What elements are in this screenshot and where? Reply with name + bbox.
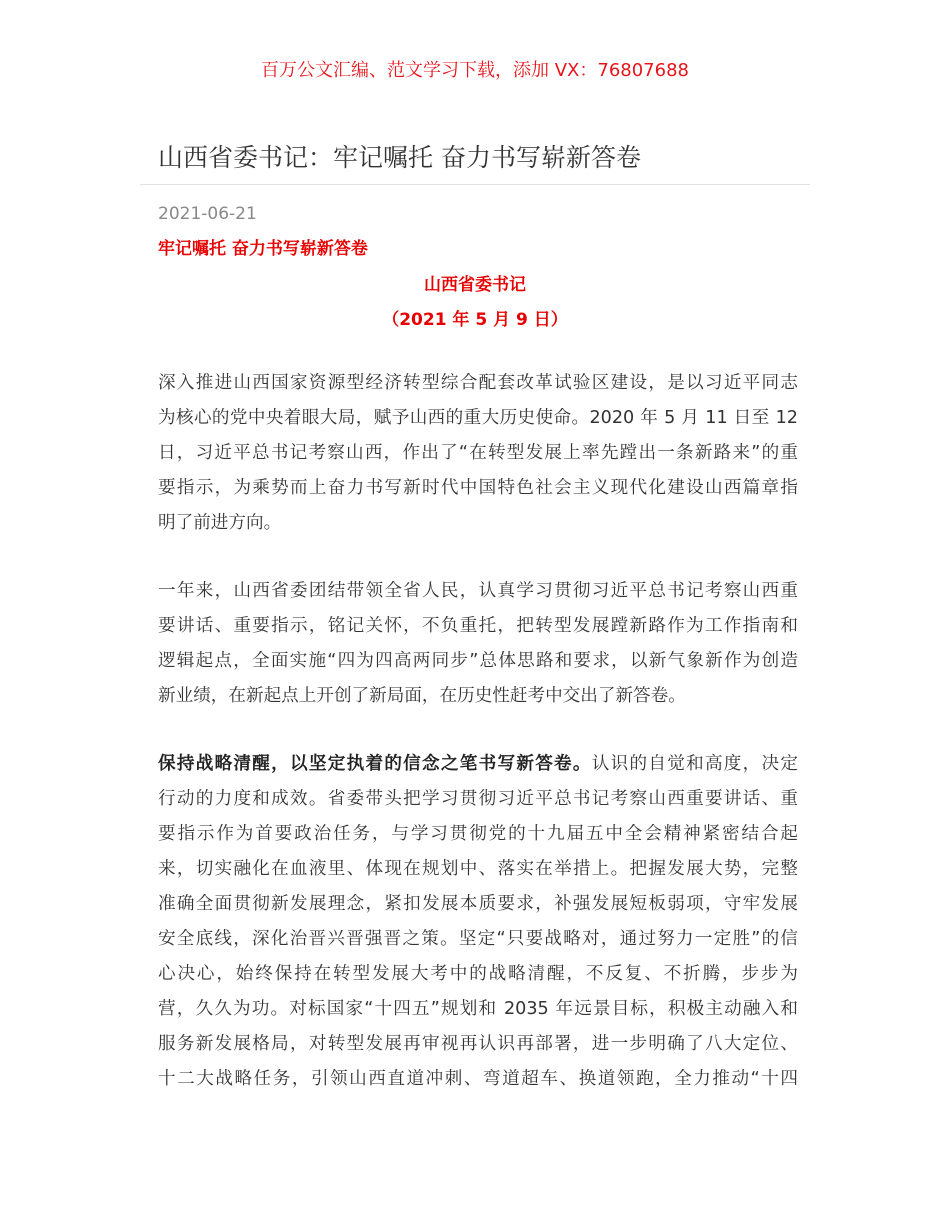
article-subheading: 牢记嘱托 奋力书写崭新答卷 xyxy=(158,239,368,259)
text-line: 行动的力度和成效。省委带头把学习贯彻习近平总书记考察山西重要讲话、重 xyxy=(158,789,798,809)
text-line: 一年来，山西省委团结带领全省人民，认真学习贯彻习近平总书记考察山西重 xyxy=(158,581,798,601)
text-line: 逻辑起点，全面实施“四为四高两同步”总体思路和要求，以新气象新作为创造 xyxy=(158,651,798,671)
text-line: 十二大战略任务，引领山西直道冲刺、弯道超车、换道领跑，全力推动“十四 xyxy=(158,1069,798,1089)
text-line: 明了前进方向。 xyxy=(158,513,282,533)
lead-rest: 认识的自觉和高度，决定 xyxy=(591,754,798,774)
paragraph-1 xyxy=(158,366,798,541)
text-line: 营，久久为功。对标国家“十四五”规划和 2035 年远景目标，积极主动融入和 xyxy=(158,999,798,1019)
text-line: 安全底线，深化治晋兴晋强晋之策。坚定“只要战略对，通过努力一定胜”的信 xyxy=(158,929,798,949)
text-line: 来，切实融化在血液里、体现在规划中、落实在举措上。把握发展大势，完整 xyxy=(158,859,798,879)
bold-lead: 保持战略清醒，以坚定执着的信念之笔书写新答卷。 xyxy=(158,754,592,774)
author-date: （2021 年 5 月 9 日） xyxy=(382,310,568,330)
text-line: 新业绩，在新起点上开创了新局面，在历史性赶考中交出了新答卷。 xyxy=(158,686,686,706)
text-line: 要指示，为乘势而上奋力书写新时代中国特色社会主义现代化建设山西篇章指 xyxy=(158,478,798,498)
text-line: 准确全面贯彻新发展理念，紧扣发展本质要求，补强发展短板弱项，守牢发展 xyxy=(158,894,798,914)
text-line: 要讲话、重要指示，铭记关怀，不负重托，把转型发展蹚新路作为工作指南和 xyxy=(158,616,798,636)
text-line: 深入推进山西国家资源型经济转型综合配套改革试验区建设，是以习近平同志 xyxy=(158,373,798,393)
paragraph-2 xyxy=(158,574,798,714)
author-line: 山西省委书记 xyxy=(424,275,526,295)
text-line: 日，习近平总书记考察山西，作出了“在转型发展上率先蹚出一条新路来”的重 xyxy=(158,443,798,463)
title-divider xyxy=(140,184,810,185)
download-banner: 百万公文汇编、范文学习下载，添加 VX：76807688 xyxy=(261,60,689,81)
text-line: 为核心的党中央着眼大局，赋予山西的重大历史使命。2020 年 5 月 11 日至 12 xyxy=(158,408,798,428)
paragraph-3 xyxy=(158,747,798,1097)
text-line: 心决心，始终保持在转型发展大考中的战略清醒，不反复、不折腾，步步为 xyxy=(158,964,798,984)
text-line xyxy=(158,747,798,782)
page-title: 山西省委书记：牢记嘱托 奋力书写崭新答卷 xyxy=(158,143,641,172)
text-line: 要指示作为首要政治任务，与学习贯彻党的十九届五中全会精神紧密结合起 xyxy=(158,824,798,844)
publish-date: 2021-06-21 xyxy=(158,204,257,224)
text-line: 服务新发展格局，对转型发展再审视再认识再部署，进一步明确了八大定位、 xyxy=(158,1034,798,1054)
